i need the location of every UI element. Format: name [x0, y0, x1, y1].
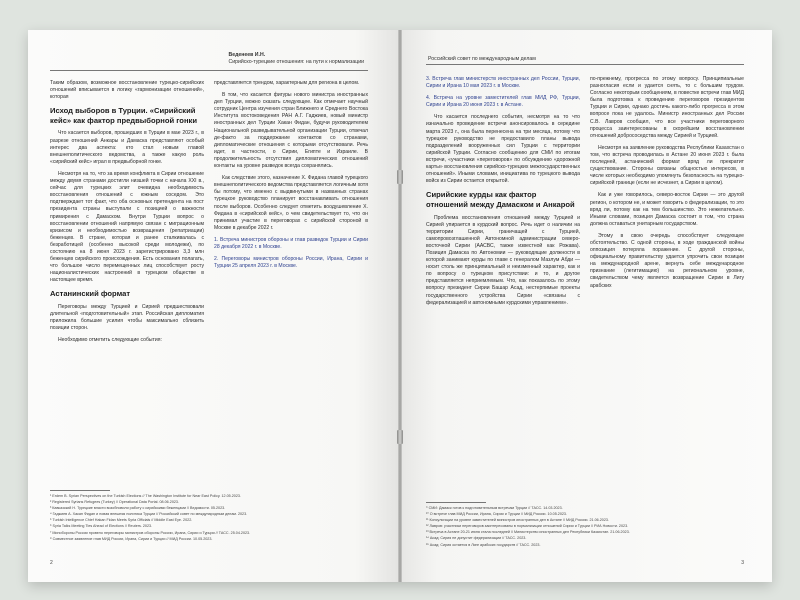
paragraph: Этому в свою очередь способствует следующее обстоятельство. С одной стороны, в ходе гражданской войны оппозиция потеряла поражение. С другой стороны, официальному правительству удается упрочить свои позиции на международной арене, вернуть себе международное признание (легитимацию) на региональном уровне, свидетельством чему является возвращение Сирии в Лигу арабских [590, 232, 744, 289]
paragraph: Что касается последнего события, несмотря на то что изначально проведение встречи анонсировалось в середине марта 2023 г., она была перенесена на три месяца, потому что турецкое руководство не предоставило планы вывода подразделений вооруженных сил Турции с территории сирийской Турции. Согласно сообщению для СМИ по итогам встречи, «участники «переговоров» по обсуждению «дорожной карты» восстановления сирийско-турецких межгосударственных отношений». Иными словами, инициатива по турецкого вывода войск из Сирии остается открытой. [426, 114, 580, 185]
paragraph: Как и уже говорилось, северо-восток Сирии — это другой регион, о котором не, и может говорить о федерализации, то это вряд ли, потому как на тем большинство. Это нежелательно. Иными словами, позиция Дамаска состоит в том, что страна должна оставаться унитарным государством. [590, 192, 744, 227]
footnote: ³ Кавказский Н. Турецкие власти возобновили работу с сирийскими беженцами // Ведомости. 05.2023. [50, 506, 226, 511]
open-booklet [28, 30, 772, 582]
footnote: ¹⁰ О встрече глав МИД России, Ирана, Сирии и Турции // МИД России. 10.05.2023. [426, 512, 567, 517]
footnote: ¹⁴ Асад: Сирия не допустит федерализации // ТАСС. 2023. [426, 536, 527, 541]
paragraph: представляется трендом, характерным для региона в целом. [214, 80, 360, 86]
footnote: ⁹ СМИ: Дамаск готов к подготовительным встречам Турции // ТАСС. 14.03.2023. [426, 506, 563, 510]
footnote: ⁶ Syria Talks Meeting Ties Ahead of Elections // Reuters. 2023. [50, 524, 153, 529]
page-number: 2 [50, 560, 53, 566]
footnote: ¹⁵ Асад: Сирия остается в Лиге арабских государств // ТАСС. 2023. [426, 542, 541, 547]
paragraph: Проблема восстановления отношений между Турцией и Сирией упирается в курдский вопрос. Речь идет о наличии на территории Сирии, граничащей с Турцией, самопровозглашенной Автономной администрации северо-восточной Сирии (ААСВС, также известной как Рожава). Позиция Дамаска по Автономии — руководящие должности в которой занимают курды по главе с генералом Мазлум Абди — носит столь же принципиальный и неизменный характер, как и по вопросу о турецком присутствии: и то, и другое представляется неприемлемым. Что, как показалось по этому вопросу президент Сирии Башар Асад, нестерпимые проекты государственного устройства Сирии «связаны с федерализацией и автономными курдскими управлением». [426, 214, 580, 306]
paragraph: В том, что касается фигуры нового министра иностранных дел Турции, можно сказать следующее. Как отмечает научный сотрудник Центра изучения стран Ближнего и Среднего Востока Института востоковедения РАН А.Г. Гаджиев, новый министр иностранных дел Турции Хакан Фидан, будучи руководителем Национальной разведывательной организации Турции, отвечал де-факто за поддержание контактов со странами, дипломатические отношения с которыми отсутствовали. Речь идет, в частности, о Сирии, Египте и Израиле. В продолжительность отсутствия дипломатических отношений контакты на уровне разведок всегда сохранялись. [214, 92, 368, 170]
running-head [428, 56, 536, 63]
paragraph: Таким образом, возможное восстановление турецко-сирийских отношений вписывается в логику «гармонизации отношений», которая [50, 80, 204, 101]
footnote-rule [426, 502, 486, 503]
right-page [400, 30, 772, 582]
footnotes [426, 502, 744, 549]
footnote: ⁸ Совместное заявление глав МИД России, Ирана, Сирии и Турции // МИД России. 10.05.2023. [50, 536, 213, 541]
footnotes [50, 490, 368, 543]
paragraph: Несмотря на заявление руководства Республики Казахстан о том, что встреча проводилась в Астане 20 июня 2023 г. была последней, астанинский формат вряд ли прекратит существование. Стороны связаны общностью интересов, в числе которых необходимо упомянуть безопасность на турецко-сирийской границе (если не исчезнет, а Сирии в целом). [590, 144, 744, 187]
paragraph: Необходимо отметить следующие события: [58, 337, 162, 344]
header-rule [50, 70, 368, 71]
running-head-title: Сирийско-турецкие отношения: на пути к нормализации [228, 59, 364, 65]
section-heading: Исход выборов в Турции. «Сирийский кейс» как фактор предвыборной гонки [50, 106, 198, 125]
staple [397, 430, 403, 444]
footnote-rule [50, 490, 110, 491]
footnote: ¹¹ Консультации на уровне заместителей министров иностранных дел в Астане // МИД России. 21.06.2023. [426, 518, 609, 523]
list-item: 3. Встреча глав министерств иностранных дел России, Турции, Сирии и Ирана 10 мая 2023 г. в Москве. [426, 76, 580, 90]
running-head-title: Российский совет по международным делам [428, 56, 536, 62]
column-1 [426, 76, 580, 312]
page-number: 3 [741, 560, 744, 566]
footnote: ⁴ Гаджиев А. Хакан Фидан и новая внешняя политика Турции // Российский совет по международным делам. 2023. [50, 512, 248, 517]
footnote: ¹³ Встреча в Астане 20-21 июня стала последней // Министерство иностранных дел Республики Казахстан. 21.06.2023. [426, 530, 630, 535]
list-item: 4. Встреча на уровне заместителей глав МИД РФ, Турции, Сирии и Ирана 20 июня 2023 г. в Астане. [426, 95, 580, 109]
header-rule [426, 64, 744, 65]
event-list [214, 237, 368, 270]
footnote: ¹² Лавров: участники переговоров заинтересованы в нормализации отношений Сирии и Турции // РИА Новости. 2023. [426, 524, 629, 529]
footnote: ⁵ Turkish Intelligence Chief Hakan Fidan Meets Syria Officials // Middle East Eye. 2022. [50, 518, 193, 523]
left-page [28, 30, 400, 582]
section-heading: Сирийские курды как фактор отношений между Дамаском и Анкарой [426, 190, 575, 209]
paragraph: Что касается выборов, прошедших в Турции в мае 2023 г., в разрезе отношений Анкары и Дамаска представляют особый интерес два аспекта: кто стал новым главой внешнеполитического ведомства, а также какую роль «сирийский кейс» играл в предвыборной гонке. [50, 130, 204, 165]
column-2 [214, 80, 368, 350]
paragraph: по-прежнему, прогресса по этому вопросу. Принципиальные разногласия если и удается снять, то с большим трудом. Согласно некоторым сообщениям, в повестке встречи глав МИД была подготовка к проведению переговоров президентов Турции и Сирии, однако достичь какого-либо прогресса в этом вопросе пока не удалось. Министр иностранных дел России С.В. Лавров сообщил, что все участники переговорного процесса заинтересованы в скорейшем восстановлении отношений добрососедства между Сирией и Турцией. [590, 76, 744, 139]
column-2 [590, 76, 744, 312]
footnote: ¹ Erdem B. Syrian Perspectives on the Turkish Elections // The Washington Institute for Near East Policy. 12.05.2023. [50, 494, 241, 498]
staple [397, 170, 403, 184]
running-head [228, 52, 364, 66]
paragraph: Несмотря на то, что за время конфликта в Сирии отношение между двумя странами достигли низшей точки с начала XXI в., сейчас для турецких элит очевидна необходимость восстановления отношений с южным соседом. Это подтверждает тот факт, что оба основных претендента на пост президента страны выступали с позицией о важности примирения с Дамаском. Внутри Турции вопрос о восстановлении отношений напрямую связан с миграционным кризисом и необходимостью возвращения (репатриации) беженцев. В стране, которая и ранее сталкивалась с безработицей (особенно высокой среди молодежи), по состоянию на 8 июня 2023 г. зарегистрировано 3,3 млн беженцев сирийского происхождения. Есть основания полагать, что большое число перемещенных лиц способствует росту националистических настроений в турецком обществе в настоящее время. [50, 170, 204, 284]
event-list [426, 76, 580, 109]
paragraph: Как следствие этого, назначение Х. Фидана главой турецкого внешнеполитического ведомства представляется логичным хотя бы потому, что именно с выдвинутыми в названных странах турецкое руководство планирует восстанавливать отношения после выборов. Особенно следует отметить воодушевление Х. Фидана в «сирийской кейс», о чем свидетельствует то, что он принимал участие в переговорах с сирийской стороной в Москве в декабре 2022 г. [214, 175, 368, 231]
text-columns [426, 76, 744, 312]
list-item: 1. Встреча министров обороны и глав разведок Турции и Сирии 28 декабря 2022 г. в Москве. [214, 236, 368, 250]
running-head-author: Веденеев И.Н. [228, 52, 266, 58]
text-columns [50, 80, 368, 350]
column-1 [50, 80, 204, 350]
section-heading: Астанинский формат [50, 289, 131, 299]
footnote: ⁷ Минобороны России провело переговоры министров обороны России, Ирана, Сирии и Турции // ТАСС. 25.04.2023. [50, 530, 251, 535]
list-item: 2. Переговоры министров обороны России, Ирана, Сирии и Турции 25 апреля 2023 г. в Москве. [214, 256, 368, 270]
footnote: ² Registered Syrians Refugees (Turkey) // Operational Data Portal. 08.06.2023. [50, 500, 179, 505]
paragraph: Переговоры между Турцией и Сирией предшествовали длительной «подготовительный» этап. Российская дипломатия приложила большие усилия чтобы максимально сблизить позиции сторон. [50, 304, 204, 332]
binding-gutter [398, 30, 402, 582]
